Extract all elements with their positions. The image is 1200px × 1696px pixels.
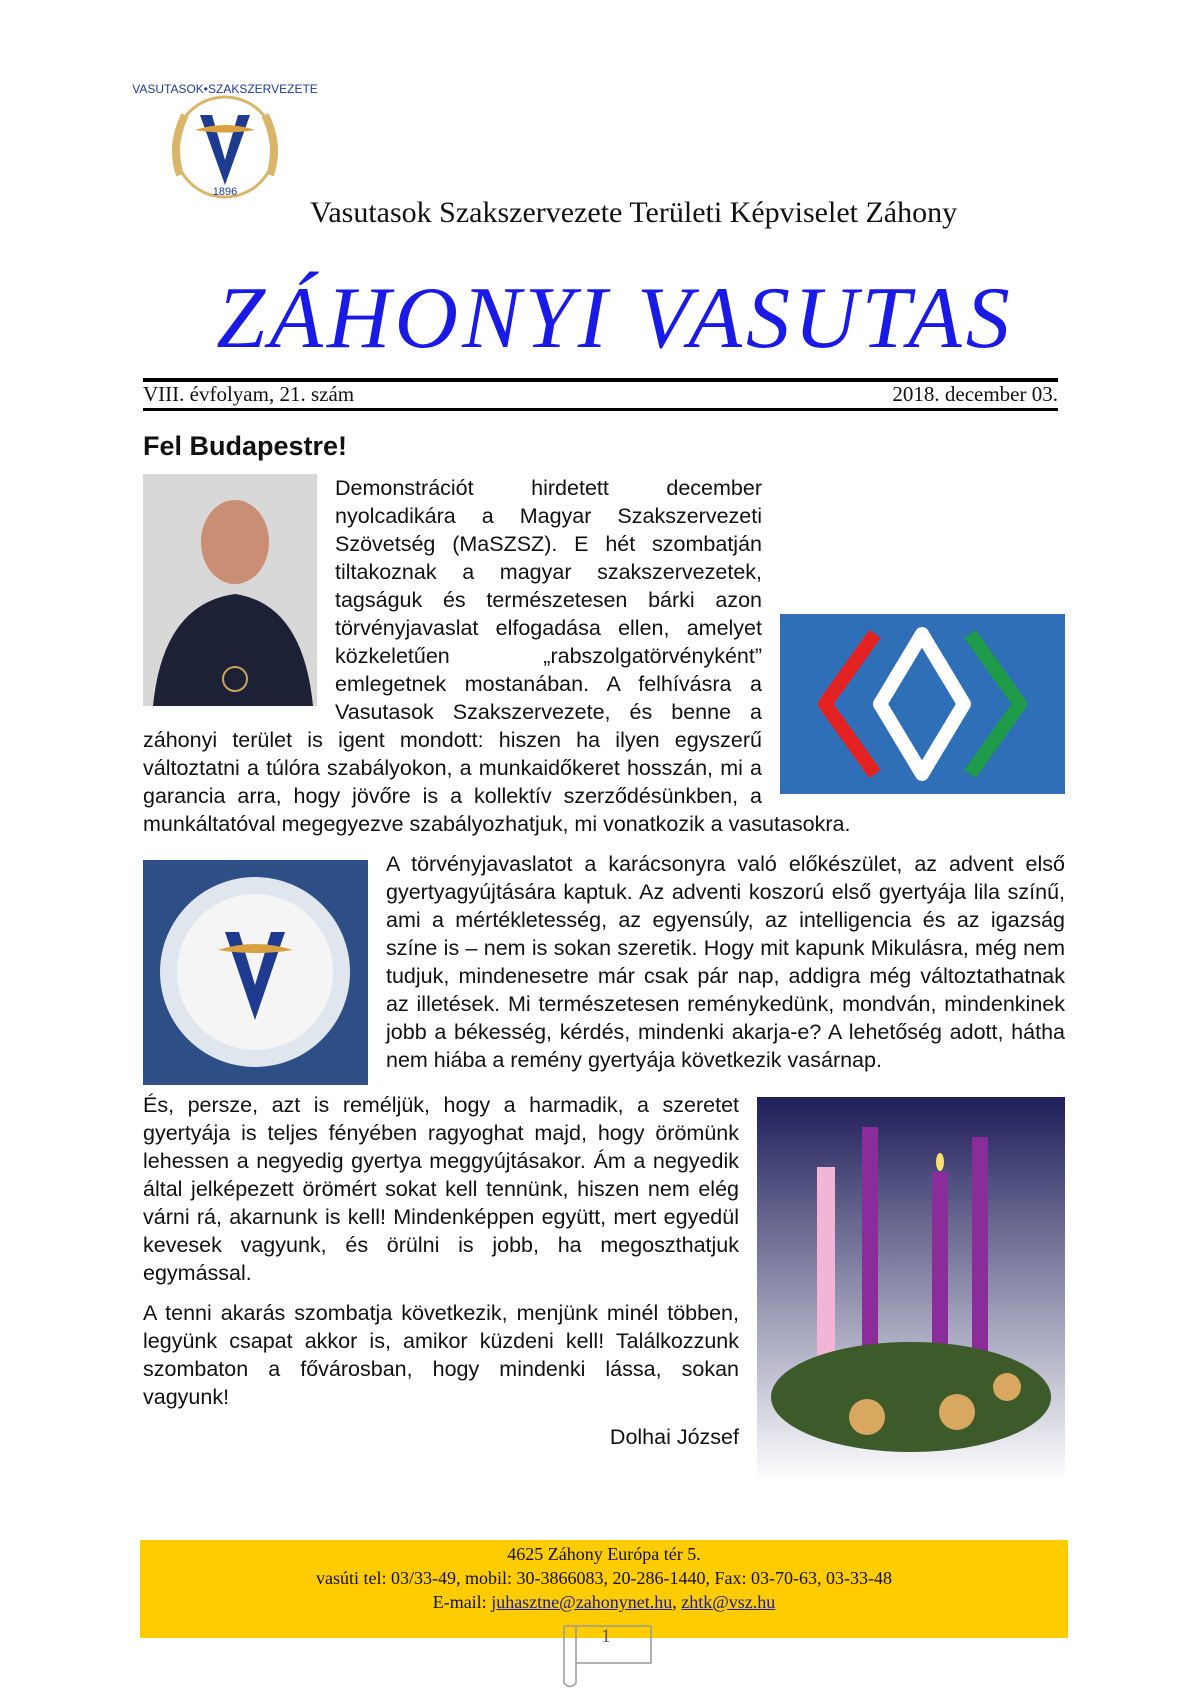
paragraph: A tenni akarás szombatja következik, menjünk minél többen, legyünk csapat akkor is, amikor küzdeni kell! Találkozzunk szombaton a fővárosban, hogy mindenki lássa, sokan vagyunk! (143, 1301, 739, 1409)
organization-name: Vasutasok Szakszervezete Területi Képviselet Záhony (310, 196, 958, 229)
address: 4625 Záhony Európa tér 5. (507, 1544, 701, 1564)
union-emblem-photo (143, 860, 368, 1085)
email-link-1[interactable]: juhasztne@zahonynet.hu (491, 1592, 673, 1612)
page-number (556, 1618, 656, 1668)
newsletter-title: ZÁHONYI VASUTAS (216, 270, 1014, 367)
paragraph: A törvényjavaslatot a karácsonyra való előkészület, az advent első gyertyagyújtására kaptuk. Az adventi koszorú első gyertyája lila színű, ami a mértékletesség, az egyensúly, az intelligencia és az igazság színe is – nem is sokan szeretik. Hogy mit kapunk Mikulásra, még nem tudjuk, mindenesetre már csak pár nap, addigra még változtathatnak az illetések. Mi természetesen reménykedünk, mondván, mindenkinek jobb a békesség, kérdés, mindenki akarja-e? A lehetőség adott, hátha nem hiába a remény gyertyája következik vasárnap. (386, 852, 1065, 1072)
article-heading: Fel Budapestre! (143, 431, 348, 461)
author-photo (143, 474, 317, 706)
email-link-2[interactable]: zhtk@vsz.hu (681, 1592, 776, 1612)
union-logo (132, 75, 318, 225)
page-number-text: 1 (601, 1626, 611, 1647)
issue-bar (143, 382, 1058, 407)
separator: , (672, 1592, 682, 1612)
bottom-rule (143, 408, 1058, 411)
advent-wreath-photo (757, 1097, 1065, 1482)
issue-number: VIII. évfolyam, 21. szám (143, 382, 355, 406)
phone-numbers: vasúti tel: 03/33-49, mobil: 30-3866083, 20-286-1440, Fax: 03-70-63, 03-33-48 (316, 1568, 892, 1588)
author-signature: Dolhai József (609, 1425, 739, 1449)
svg-text:1896: 1896 (212, 186, 238, 198)
svg-text:VASUTASOK•SZAKSZERVEZETE: VASUTASOK•SZAKSZERVEZETE (132, 82, 318, 96)
paragraph: És, persze, azt is reméljük, hogy a harmadik, a szeretet gyertyája is teljes fényében ragyoghat majd, hogy örömünk lehessen a negyedig gyertya meggyújtásakor. Ám a negyedik által jelképezett örömért sokat kell tennünk, hiszen nem elég várni rá, akarnunk is kell! Mindenképpen együtt, mert egyedül kevesek vagyunk, és örülni is jobb, ha megoszthatjuk egymással. (143, 1093, 739, 1285)
article (143, 432, 1065, 1488)
maszsz-logo (780, 614, 1065, 794)
email-label: E-mail: (432, 1592, 492, 1612)
paragraph: Demonstrációt hirdetett december nyolcadikára a Magyar Szakszervezeti Szövetség (MaSZSZ). E hét szombatján tiltakoznak a magyar szakszervezetek, tagságuk és természetesen bárki azon törvényjavaslat elfogadása ellen, amelyet közkeletűen „rabszolgatörvényként” emlegetnek mostanában. A felhívásra a Vasutasok Szakszervezete, és benne a záhonyi terület is igent mondott: hiszen ha ilyen egyszerű változtatni a túlóra szabályokon, a munkaidőkeret hosszán, mi a garancia arra, hogy jövőre is a kollektív szerződésünkben, a munkáltatóval megegyezve szabályozhatjuk, mi vonatkozik a vasutasokra. (143, 476, 851, 836)
issue-date: 2018. december 03. (892, 382, 1058, 406)
